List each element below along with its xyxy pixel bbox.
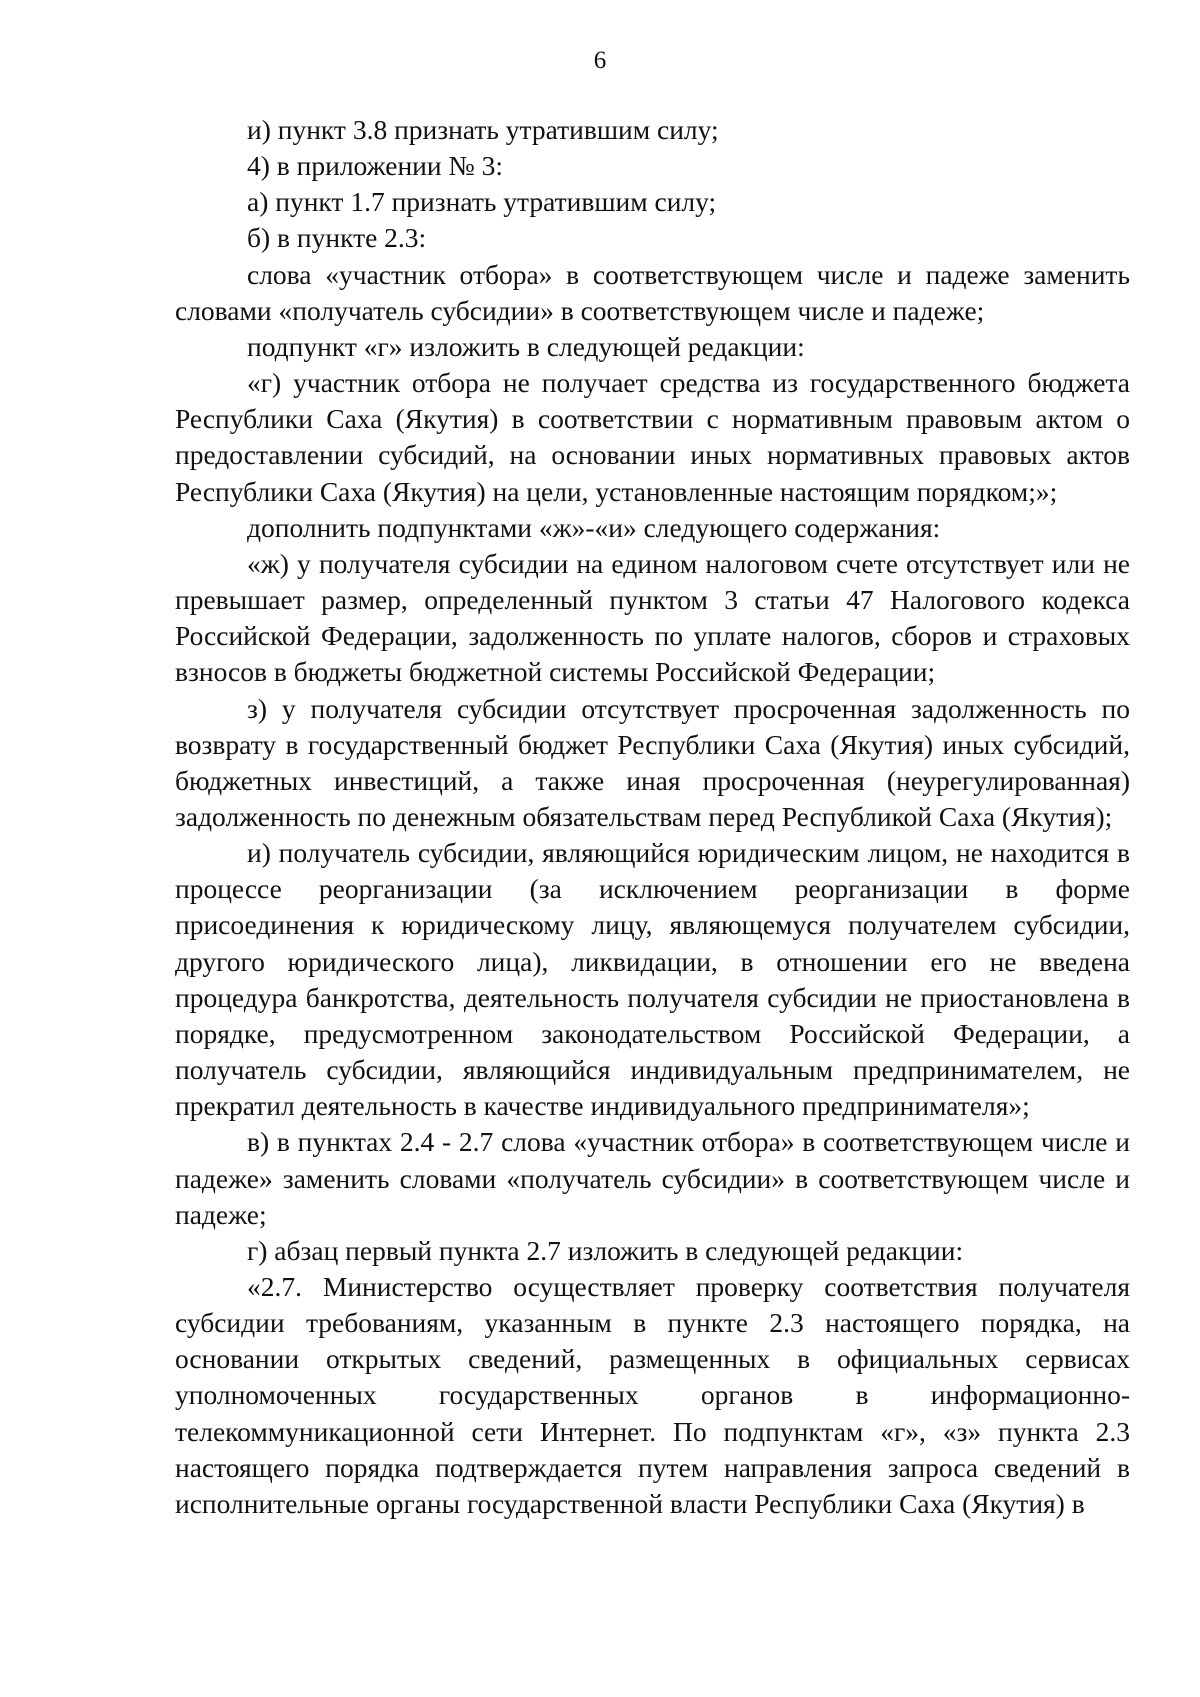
page-number: 6 <box>593 47 607 74</box>
paragraph: и) получатель субсидии, являющийся юридическим лицом, не находится в процессе реорганизации (за исключением реорганизации в форме присоединения к юридическому лицу, являющемуся получателем субсидии, другого юридического лица), ликвидации, в отношении его не введена процедура банкротства, деятельность получателя субсидии не приостановлена в порядке, предусмотренном законодательством Российской Федерации, а получатель субсидии, являющийся индивидуальным предпринимателем, не прекратил деятельность в качестве индивидуального предпринимателя»; <box>175 837 1130 1122</box>
paragraph: г) абзац первый пункта 2.7 изложить в следующей редакции: <box>247 1234 964 1266</box>
paragraph: «ж) у получателя субсидии на едином налоговом счете отсутствует или не превышает размер, определенный пунктом 3 статьи 47 Налогового кодекса Российской Федерации, задолженность по уплате налогов, сборов и страховых взносов в бюджеты бюджетной системы Российской Федерации; <box>175 547 1130 688</box>
paragraph: слова «участник отбора» в соответствующем числе и падеже заменить словами «получатель субсидии» в соответствующем числе и падеже; <box>175 258 1130 326</box>
paragraph: з) у получателя субсидии отсутствует просроченная задолженность по возврату в государственный бюджет Республики Саха (Якутия) иных субсидий, бюджетных инвестиций, а также иная просроченная (неурегулированная) задолженность по денежным обязательствам перед Республикой Саха (Якутия); <box>175 692 1130 832</box>
paragraph: подпункт «г» изложить в следующей редакции: <box>247 330 805 362</box>
paragraph: 4) в приложении № 3: <box>247 150 503 182</box>
paragraph: б) в пункте 2.3: <box>247 222 427 254</box>
paragraph: а) пункт 1.7 признать утратившим силу; <box>247 186 717 218</box>
paragraph: «2.7. Министерство осуществляет проверку соответствия получателя субсидии требованиям, указанным в пункте 2.3 настоящего порядка, на основании открытых сведений, размещенных в официальных сервисах уполномоченных государственных органов в информационно-телекоммуникационной сети Интернет. По подпунктам «г», «з» пункта 2.3 настоящего порядка подтверждается путем направления запроса сведений в исполнительные органы государственной власти Республики Саха (Якутия) в <box>175 1271 1130 1519</box>
paragraph: в) в пунктах 2.4 - 2.7 слова «участник отбора» в соответствующем числе и падеже» заменить словами «получатель субсидии» в соответствующем числе и падеже; <box>175 1126 1130 1230</box>
paragraph: «г) участник отбора не получает средства из государственного бюджета Республики Саха (Якутия) в соответствии с нормативным правовым актом о предоставлении субсидий, на основании иных нормативных правовых актов Республики Саха (Якутия) на цели, установленные настоящим порядком;»; <box>175 367 1130 507</box>
paragraph: дополнить подпунктами «ж»-«и» следующего содержания: <box>247 511 941 543</box>
document-body <box>175 112 1130 1522</box>
paragraph: и) пункт 3.8 признать утратившим силу; <box>247 114 719 145</box>
